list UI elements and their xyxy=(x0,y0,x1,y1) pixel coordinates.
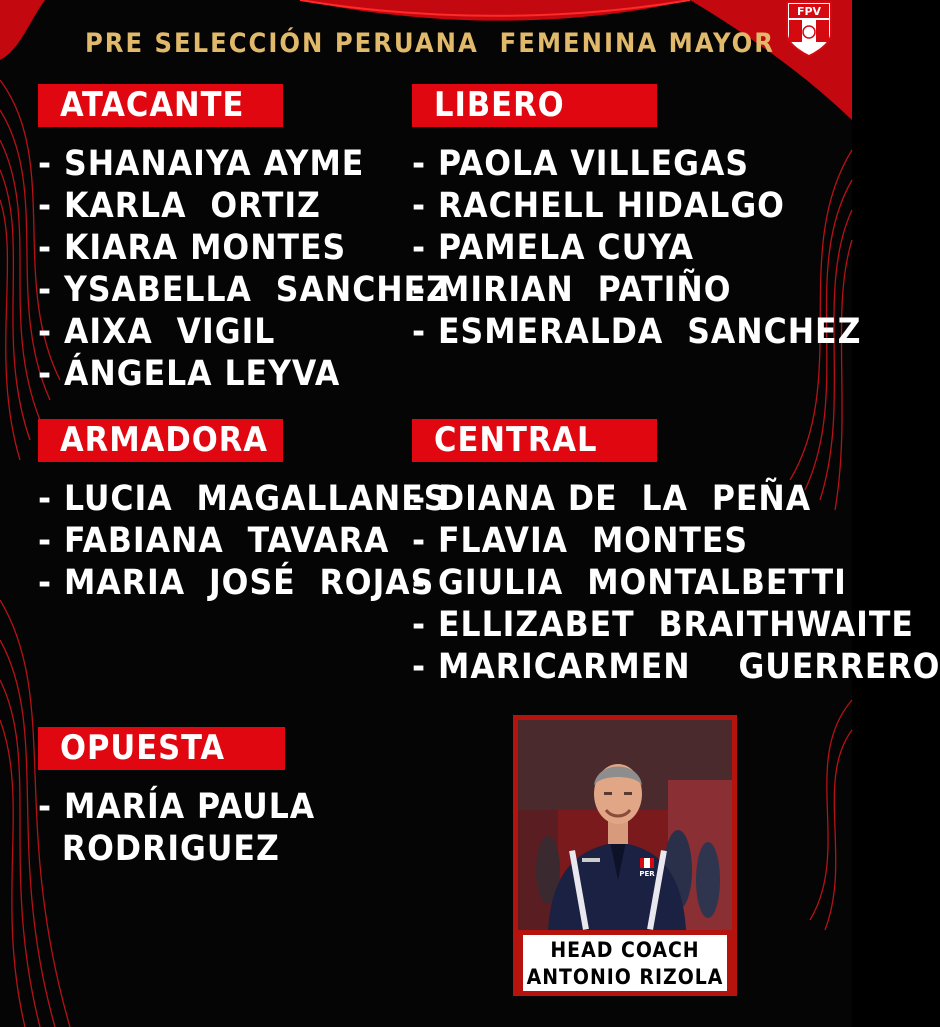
player-name: - ESMERALDA SANCHEZ xyxy=(412,312,862,352)
player-list-atacante xyxy=(38,143,450,395)
jersey-text: PER xyxy=(639,870,655,878)
section-heading-opuesta: OPUESTA xyxy=(38,727,285,770)
logo-letters: FPV xyxy=(796,5,822,18)
section-armadora xyxy=(38,419,447,604)
player-name: - FLAVIA MONTES xyxy=(412,521,749,561)
player-name: - MARÍA PAULA xyxy=(38,787,316,827)
head-coach-card xyxy=(513,715,737,996)
player-name: - KIARA MONTES xyxy=(38,228,347,268)
section-heading-libero: LIBERO xyxy=(412,84,657,127)
player-list-opuesta xyxy=(38,786,315,870)
player-name: - DIANA DE LA PEÑA xyxy=(412,479,812,519)
player-name: - YSABELLA SANCHEZ xyxy=(38,270,450,310)
coach-caption xyxy=(523,935,727,991)
player-name: - ELLIZABET BRAITHWAITE xyxy=(412,605,914,645)
fpv-shield-logo xyxy=(784,0,834,58)
player-list-central xyxy=(412,478,940,688)
player-name: - FABIANA TAVARA xyxy=(38,521,390,561)
section-libero xyxy=(412,84,861,353)
player-name: - AIXA VIGIL xyxy=(38,312,276,352)
player-name: - KARLA ORTIZ xyxy=(38,186,321,226)
player-name: - PAOLA VILLEGAS xyxy=(412,144,750,184)
coach-role: HEAD COACH xyxy=(550,938,700,962)
section-atacante xyxy=(38,84,450,395)
section-heading-armadora: ARMADORA xyxy=(38,419,283,462)
player-name: - SHANAIYA AYME xyxy=(38,144,365,184)
section-heading-central: CENTRAL xyxy=(412,419,657,462)
player-name: RODRIGUEZ xyxy=(38,829,280,869)
coach-photo xyxy=(518,720,732,930)
section-heading-atacante: ATACANTE xyxy=(38,84,283,127)
player-name: - PAMELA CUYA xyxy=(412,228,694,268)
player-name: - RACHELL HIDALGO xyxy=(412,186,785,226)
section-opuesta xyxy=(38,727,315,870)
coach-name: ANTONIO RIZOLA xyxy=(526,965,724,989)
player-name: - MARIA JOSÉ ROJAS xyxy=(38,563,435,603)
poster-title: PRE SELECCIÓN PERUANA FEMENINA MAYOR xyxy=(85,28,775,59)
player-name: - ÁNGELA LEYVA xyxy=(38,354,341,394)
player-name: - LUCIA MAGALLANES xyxy=(38,479,448,519)
player-name: - MIRIAN PATIÑO xyxy=(412,270,732,310)
player-name: - MARICARMEN GUERRERO xyxy=(412,647,940,687)
player-list-libero xyxy=(412,143,861,353)
player-list-armadora xyxy=(38,478,447,604)
section-central xyxy=(412,419,940,688)
player-name: - GIULIA MONTALBETTI xyxy=(412,563,847,603)
